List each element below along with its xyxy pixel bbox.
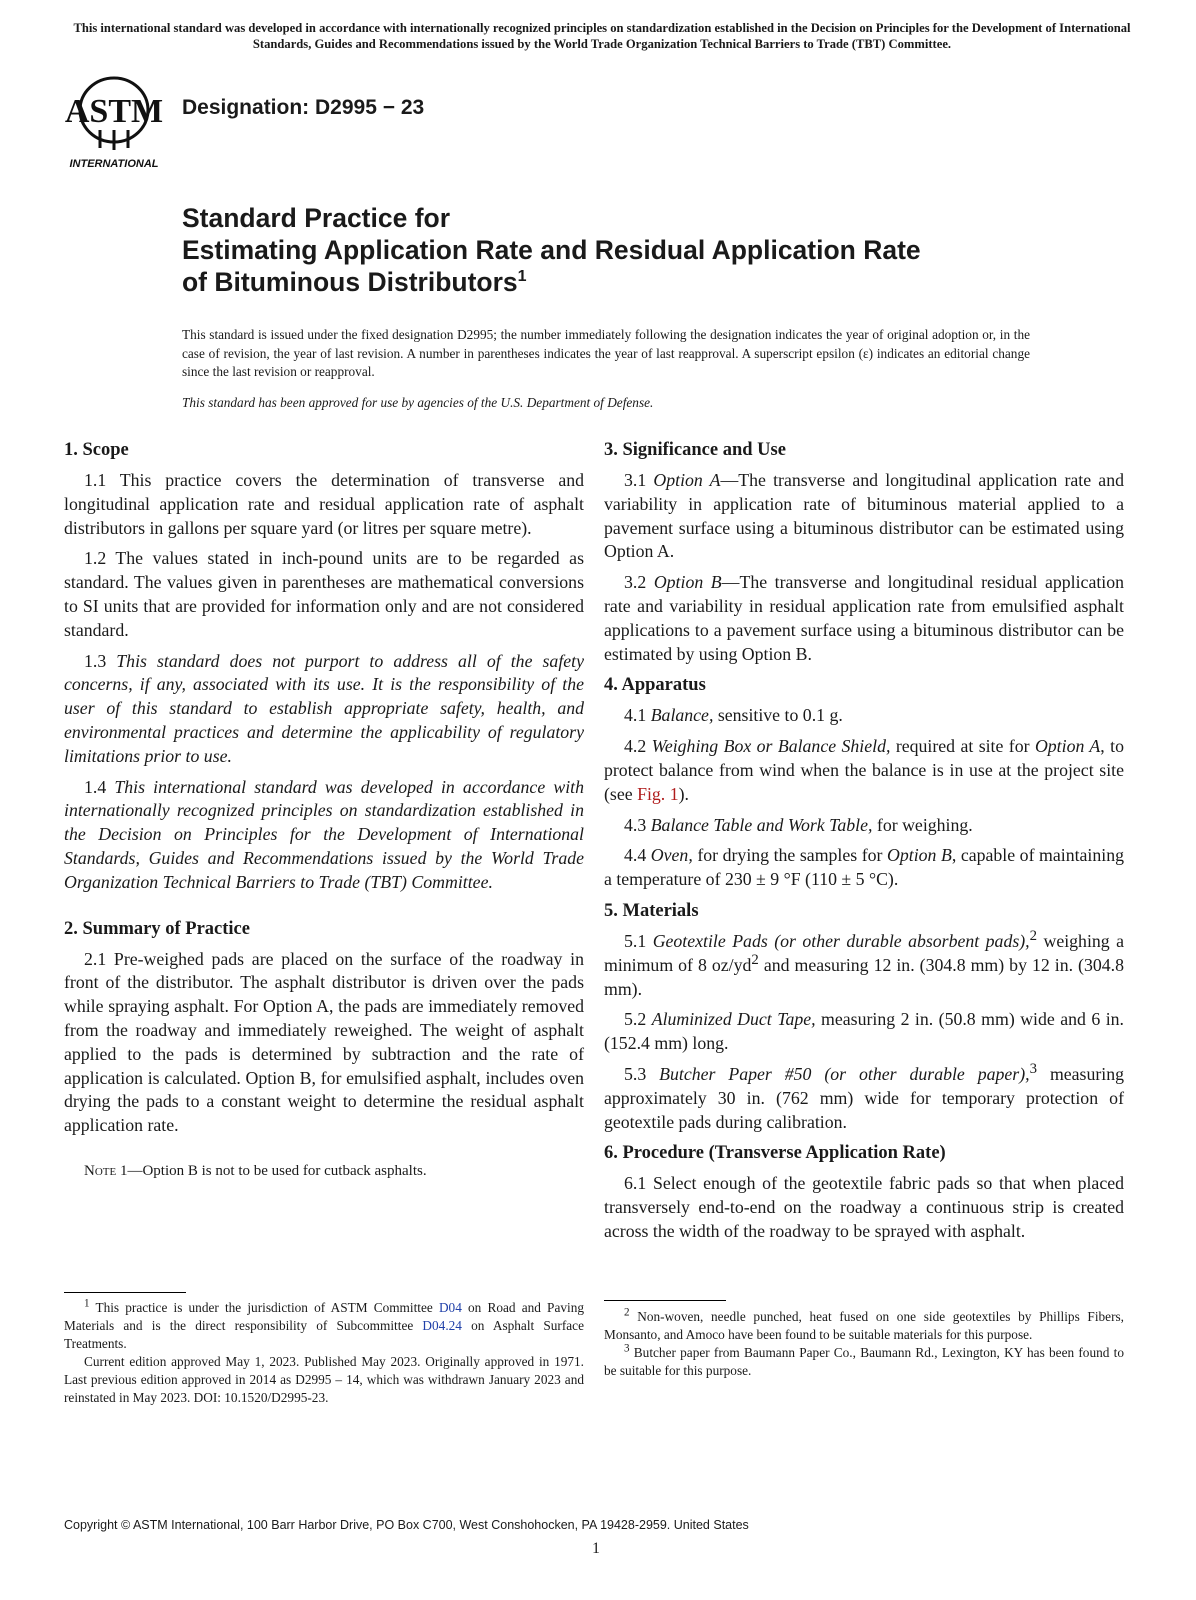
left-column (64, 438, 584, 1184)
dod-approval: This standard has been approved for use by agencies of the U.S. Department of Defense. (182, 395, 654, 410)
section-heading-summary: 2. Summary of Practice (64, 918, 250, 939)
footnotes-left (64, 1299, 584, 1407)
issued-under-text: This standard is issued under the fixed designation D2995; the number immediately following the designation indicates the year of original adoption or, in the case of revision, the year of last revision. A number in parentheses indicates the year of last reapproval. A superscript epsilon (ε) indicates an editorial change since the last revision or reapproval. (182, 327, 1030, 379)
right-column (604, 438, 1124, 1251)
para-2-1: 2.1 Pre-weighed pads are placed on the surface of the roadway in front of the distributor. The asphalt distributor is driven over the pads while spraying asphalt. For Option A, the pads are immediately removed from the roadway and immediately reweighed. The weight of asphalt applied to the pads is determined by subtraction and the rate of application is calculated. Option B, for emulsified asphalt, includes oven drying the pads to a constant weight to determine the residual asphalt application rate. (64, 948, 584, 1136)
para-4-2: 4.2 Weighing Box or Balance Shield, required at site for Option A, to protect balance from wind when the balance is in use at the project site (see Fig. 1). (604, 736, 1124, 804)
section-heading-significance: 3. Significance and Use (604, 440, 786, 460)
wto-notice: This international standard was developed in accordance with internationally recognized principles on standardization established in the Decision on Principles for the Development of International Standards, Guides and Recommendations issued by the World Trade Organization Technical Barriers to Trade (TBT) Committee. (73, 21, 1131, 51)
astm-logo-icon (64, 70, 168, 170)
section-heading-procedure: 6. Procedure (Transverse Application Rate) (604, 1143, 946, 1164)
footnote-rule-left (64, 1292, 186, 1293)
footnote-rule-right (604, 1300, 726, 1301)
figure-1-link[interactable]: Fig. 1 (637, 783, 679, 804)
footnote-1-edition: Current edition approved May 1, 2023. Published May 2023. Originally approved in 1971. Last previous edition approved in 2014 as D2995 – 14, which was withdrawn January 2023 and reinstated in May 2023. DOI: 10.1520/D2995-23. (64, 1354, 584, 1405)
footnote-2: $^2$ Non-woven, needle punched, heat fused on one side geotextiles by Phillips Fibers, Monsanto, and Amoco have been found to be suitable materials for this purpose. (604, 1306, 1124, 1342)
section-heading-materials: 5. Materials (604, 900, 699, 921)
title-footnote-mark: 1 (517, 268, 527, 286)
para-1-4: 1.4 This international standard was developed in accordance with internationally recognized principles on standardization established in the Decision on Principles for the Development of International Standards, Guides and Recommendations issued by the World Trade Organization Technical Barriers to Trade (TBT) Committee. (64, 776, 584, 892)
title-line-3: of Bituminous Distributors (182, 267, 518, 297)
para-1-2: 1.2 The values stated in inch-pound units are to be regarded as standard. The values given in parentheses are mathematical conversions to SI units that are provided for information only and are not considered standard. (64, 548, 584, 640)
para-4-1: 4.1 Balance, sensitive to 0.1 g. (624, 705, 843, 726)
note-1: Note 1—Option B is not to be used for cutback asphalts. (84, 1162, 427, 1179)
para-6-1: 6.1 Select enough of the geotextile fabric pads so that when placed transversely end-to-end on the roadway a continuous strip is created across the width of the roadway to be sprayed with asphalt. (604, 1173, 1124, 1241)
title-line-2: Estimating Application Rate and Residual Application Rate (182, 235, 921, 265)
section-heading-scope: 1. Scope (64, 440, 129, 460)
copyright: Copyright © ASTM International, 100 Barr Harbor Drive, PO Box C700, West Conshohocken, PA 19428-2959. United States (64, 1518, 749, 1532)
page-number: 1 (592, 1540, 600, 1557)
section-heading-apparatus: 4. Apparatus (604, 675, 706, 696)
para-3-1: 3.1 Option A—The transverse and longitudinal application rate and variability in application rate of bituminous material applied to a pavement surface using a bituminous distributor can be estimated using Option A. (604, 470, 1124, 562)
para-4-4: 4.4 Oven, for drying the samples for Option B, capable of maintaining a temperature of 230 ± 9 °F (110 ± 5 °C). (604, 845, 1124, 890)
footnote-3: $^3$ Butcher paper from Baumann Paper Co., Baumann Rd., Lexington, KY has been found to be suitable for this purpose. (604, 1342, 1124, 1378)
footnote-ref-3[interactable]: 3 (1029, 1061, 1038, 1078)
footnote-1: $^1$ This practice is under the jurisdiction of ASTM Committee D04 on Road and Paving Materials and is the direct responsibility of Subcommittee D04.24 on Asphalt Surface Treatments. (64, 1297, 584, 1351)
astm-logo (64, 70, 168, 170)
para-1-1: 1.1 This practice covers the determination of transverse and longitudinal application rate and residual application rate of asphalt distributors in gallons per square yard (or litres per square metre). (64, 470, 584, 538)
title-line-1: Standard Practice for (182, 203, 451, 233)
designation: Designation: D2995 − 23 (182, 96, 425, 119)
para-1-3: 1.3 This standard does not purport to address all of the safety concerns, if any, associated with its use. It is the responsibility of the user of this standard to establish appropriate safety, health, and environmental practices and determine the applicability of regulatory limitations prior to use. (64, 650, 584, 766)
footnotes-right (604, 1308, 1124, 1380)
para-3-2: 3.2 Option B—The transverse and longitudinal residual application rate and variability in residual application rate from emulsified asphalt applications to a pavement surface using a bituminous distributor can be estimated by using Option B. (604, 572, 1124, 664)
para-5-2: 5.2 Aluminized Duct Tape, measuring 2 in. (50.8 mm) wide and 6 in. (152.4 mm) long. (604, 1009, 1124, 1054)
committee-d04-link[interactable]: D04 (438, 1300, 462, 1315)
para-5-1: 5.1 Geotextile Pads (or other durable absorbent pads),$^2$ weighing a minimum of 8 $oz/yd^2$ and measuring 12 in. (304.8 mm) by 12 in. (304.8 mm). (604, 928, 1124, 999)
footnote-ref-2[interactable]: 2 (1029, 928, 1038, 945)
document-title (182, 202, 1142, 298)
logo-letters: ASTM (64, 93, 164, 130)
para-5-3: 5.3 Butcher Paper #50 (or other durable paper),$^3$ measuring approximately 30 in. (762 mm) wide for temporary protection of geotextile pads during calibration. (604, 1061, 1125, 1132)
subcommittee-d04-24-link[interactable]: D04.24 (422, 1318, 462, 1333)
para-4-3: 4.3 Balance Table and Work Table, for weighing. (624, 814, 973, 835)
logo-subtext: INTERNATIONAL (69, 158, 159, 170)
